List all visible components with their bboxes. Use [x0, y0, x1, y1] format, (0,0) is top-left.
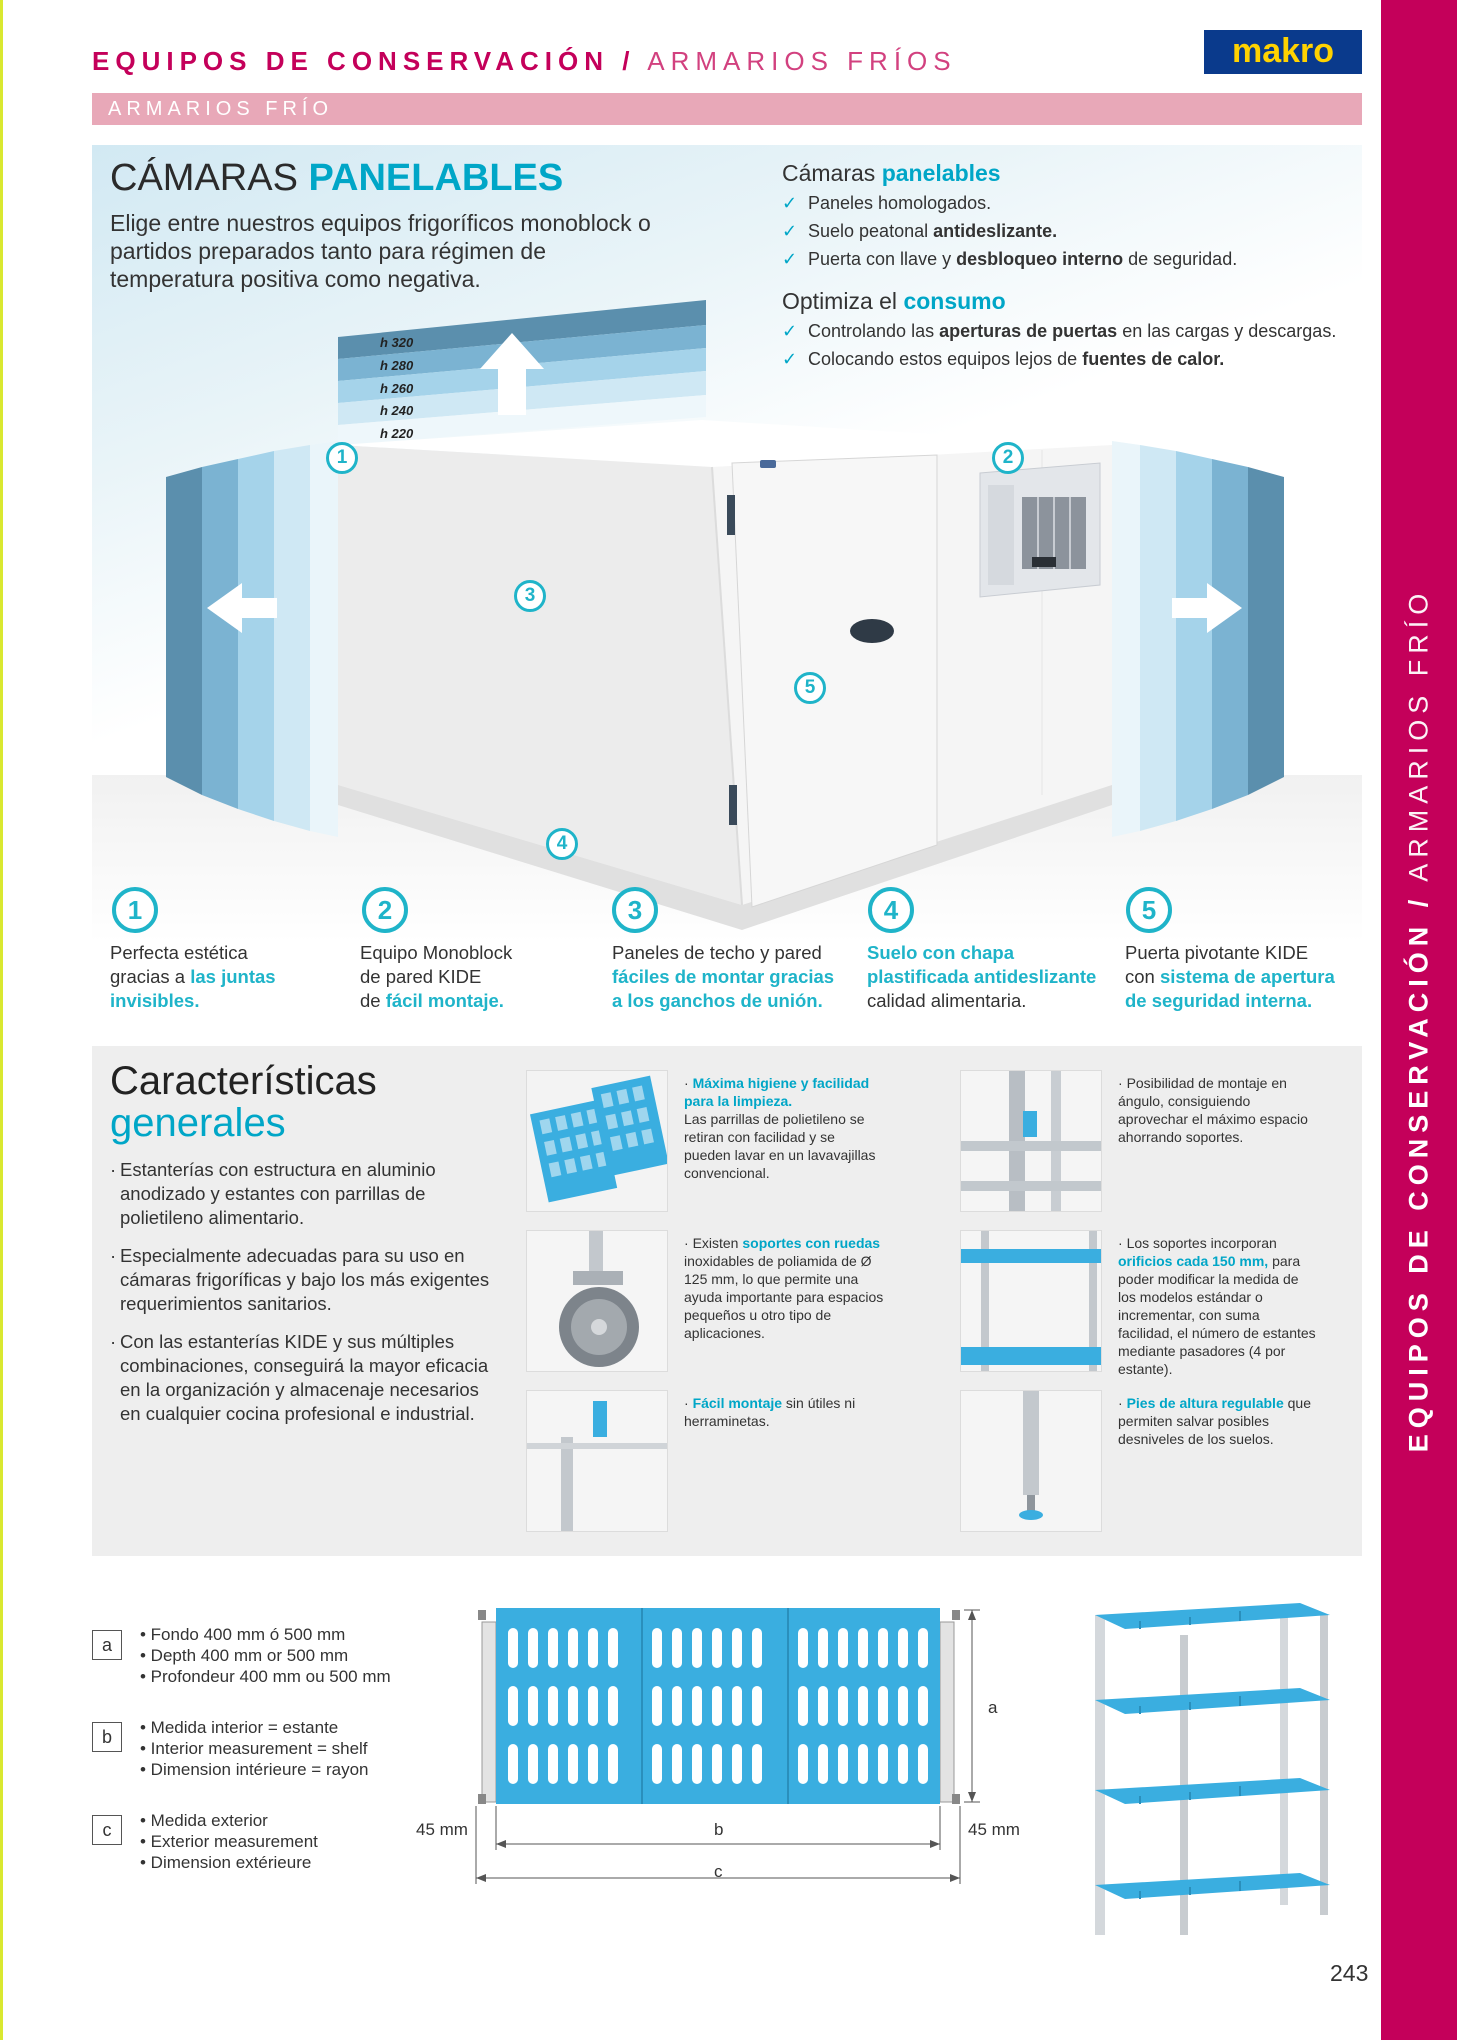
- features-consumo-heading: Optimiza el consumo: [782, 288, 1006, 314]
- item-easy-mount-text: · Fácil montaje sin útiles ni herraminetas.: [684, 1395, 856, 1429]
- marker-4: 4: [546, 828, 578, 860]
- height-label: h 280: [380, 358, 414, 373]
- page-edge-line: [0, 0, 3, 2040]
- number-5: 5: [1126, 887, 1172, 933]
- marker-5: 5: [794, 672, 826, 704]
- list-item: · Especialmente adecuadas para su uso en cámaras frigoríficas y bajo los más exigentes requerimientos sanitarios.: [110, 1244, 490, 1316]
- desc-5: Puerta pivotante KIDE con sistema de apertura de seguridad interna.: [1125, 942, 1335, 1011]
- feature-item: ✓ Paneles homologados.: [782, 189, 1237, 217]
- desc-1: Perfecta estética gracias a las juntas invisibles.: [110, 942, 276, 1011]
- marker-1: 1: [326, 442, 358, 474]
- number-4: 4: [868, 887, 914, 933]
- feature-item: ✓ Suelo peatonal antideslizante.: [782, 217, 1237, 245]
- shelf-dimension-diagram: [440, 1600, 1000, 1890]
- height-label: h 220: [380, 426, 414, 441]
- characteristics-title: Características generales: [110, 1059, 377, 1145]
- easy-mount-photo: [526, 1390, 668, 1532]
- item-holes-text: · Los soportes incorporan orificios cada 150 mm, para poder modificar la medida de los modelos estándar o incrementar, con suma facilidad, el número de estantes mediante pasadores (4 por estante).: [1118, 1235, 1316, 1377]
- features-panelables: [782, 157, 1237, 273]
- page-number: 243: [1330, 1960, 1369, 1986]
- right-expansion-bars: [1112, 441, 1284, 837]
- number-1: 1: [112, 887, 158, 933]
- page-title: [92, 46, 957, 77]
- number-3: 3: [612, 887, 658, 933]
- makro-logo: makro: [1204, 30, 1362, 74]
- marker-3: 3: [514, 580, 546, 612]
- height-label: h 260: [380, 381, 414, 396]
- adjustable-feet-photo: [960, 1390, 1102, 1532]
- characteristics-panel: [92, 1046, 1362, 1556]
- page-title-light: ARMARIOS FRÍOS: [647, 46, 957, 76]
- grate-photo: [526, 1070, 668, 1212]
- cold-room-box: [338, 420, 1112, 930]
- hero-intro: Elige entre nuestros equipos frigoríficos monoblock o partidos preparados tanto para régimen de temperatura positiva como negativa.: [110, 210, 651, 292]
- item-feet-text: · Pies de altura regulable que permiten salvar posibles desniveles de los suelos.: [1118, 1395, 1311, 1447]
- corner-mount-photo: [960, 1070, 1102, 1212]
- desc-2: Equipo Monoblock de pared KIDE de fácil montaje.: [360, 942, 513, 1011]
- marker-2: 2: [992, 442, 1024, 474]
- legend-key-c: c: [92, 1815, 122, 1845]
- hero-title: CÁMARAS PANELABLES: [110, 157, 564, 199]
- legend-key-b: b: [92, 1722, 122, 1752]
- legend-key-a: a: [92, 1630, 122, 1660]
- check-icon: ✓: [782, 221, 798, 241]
- legend-c-text: • Medida exterior • Exterior measurement • Dimension extérieure: [140, 1811, 318, 1872]
- wheel-photo: [526, 1230, 668, 1372]
- item-hygiene-text: · Máxima higiene y facilidad para la limpieza. Las parrillas de polietileno se retiran con facilidad y se pueden lavar en un lavavajillas convencional.: [684, 1075, 876, 1181]
- left-expansion-bars: [166, 441, 338, 837]
- hero-panel: [92, 145, 1362, 1015]
- check-icon: ✓: [782, 349, 798, 369]
- feature-item: ✓ Controlando las aperturas de puertas en las cargas y descargas.: [782, 317, 1336, 345]
- item-wheels-text: · Existen soportes con ruedas inoxidables de poliamida de Ø 125 mm, lo que permite una ayuda importante para espacios pequeños u otro tipo de aplicaciones.: [684, 1235, 884, 1341]
- side-section-label: EQUIPOS DE CONSERVACIÓN / ARMARIOS FRÍO: [1403, 587, 1434, 1453]
- list-item: · Estanterías con estructura en aluminio anodizado y estantes con parrillas de polietileno alimentario.: [110, 1158, 490, 1230]
- monoblock-unit: [980, 463, 1100, 597]
- dimension-a-label: a: [988, 1698, 998, 1717]
- check-icon: ✓: [782, 249, 798, 269]
- dimension-b-label: b: [714, 1820, 724, 1839]
- height-label: h 320: [380, 335, 414, 350]
- left-gap-label: 45 mm: [416, 1820, 468, 1839]
- item-corner-text: · Posibilidad de montaje en ángulo, consiguiendo aprovechar el máximo espacio ahorrando soportes.: [1118, 1075, 1308, 1145]
- shelf-slots: [508, 1628, 928, 1784]
- features-panelables-heading: Cámaras panelables: [782, 160, 1001, 186]
- shelf-support-photo: [960, 1230, 1102, 1372]
- height-label: h 240: [380, 403, 414, 418]
- right-gap-label: 45 mm: [968, 1820, 1020, 1839]
- legend-a-text: • Fondo 400 mm ó 500 mm • Depth 400 mm or 500 mm • Profondeur 400 mm ou 500 mm: [140, 1625, 391, 1686]
- section-bar: ARMARIOS FRÍO: [92, 93, 1362, 125]
- features-consumo: [782, 285, 1336, 373]
- check-icon: ✓: [782, 321, 798, 341]
- feature-item: ✓ Puerta con llave y desbloqueo interno de seguridad.: [782, 245, 1237, 273]
- shelving-unit-photo: [1080, 1595, 1340, 1945]
- desc-3: Paneles de techo y pared fáciles de montar gracias a los ganchos de unión.: [612, 942, 835, 1011]
- desc-4: Suelo con chapa plastificada antideslizante calidad alimentaria.: [867, 942, 1097, 1011]
- number-2: 2: [362, 887, 408, 933]
- characteristics-list: [110, 1158, 490, 1440]
- feature-item: ✓ Colocando estos equipos lejos de fuentes de calor.: [782, 345, 1336, 373]
- dimension-c-label: c: [714, 1862, 723, 1881]
- page-title-bold: EQUIPOS DE CONSERVACIÓN /: [92, 46, 636, 76]
- list-item: · Con las estanterías KIDE y sus múltiples combinaciones, conseguirá la mayor eficacia en la organización y almacenaje necesarios en cualquier cocina profesional e industrial.: [110, 1330, 490, 1426]
- legend-b-text: • Medida interior = estante • Interior measurement = shelf • Dimension intérieure = rayon: [140, 1718, 369, 1779]
- check-icon: ✓: [782, 193, 798, 213]
